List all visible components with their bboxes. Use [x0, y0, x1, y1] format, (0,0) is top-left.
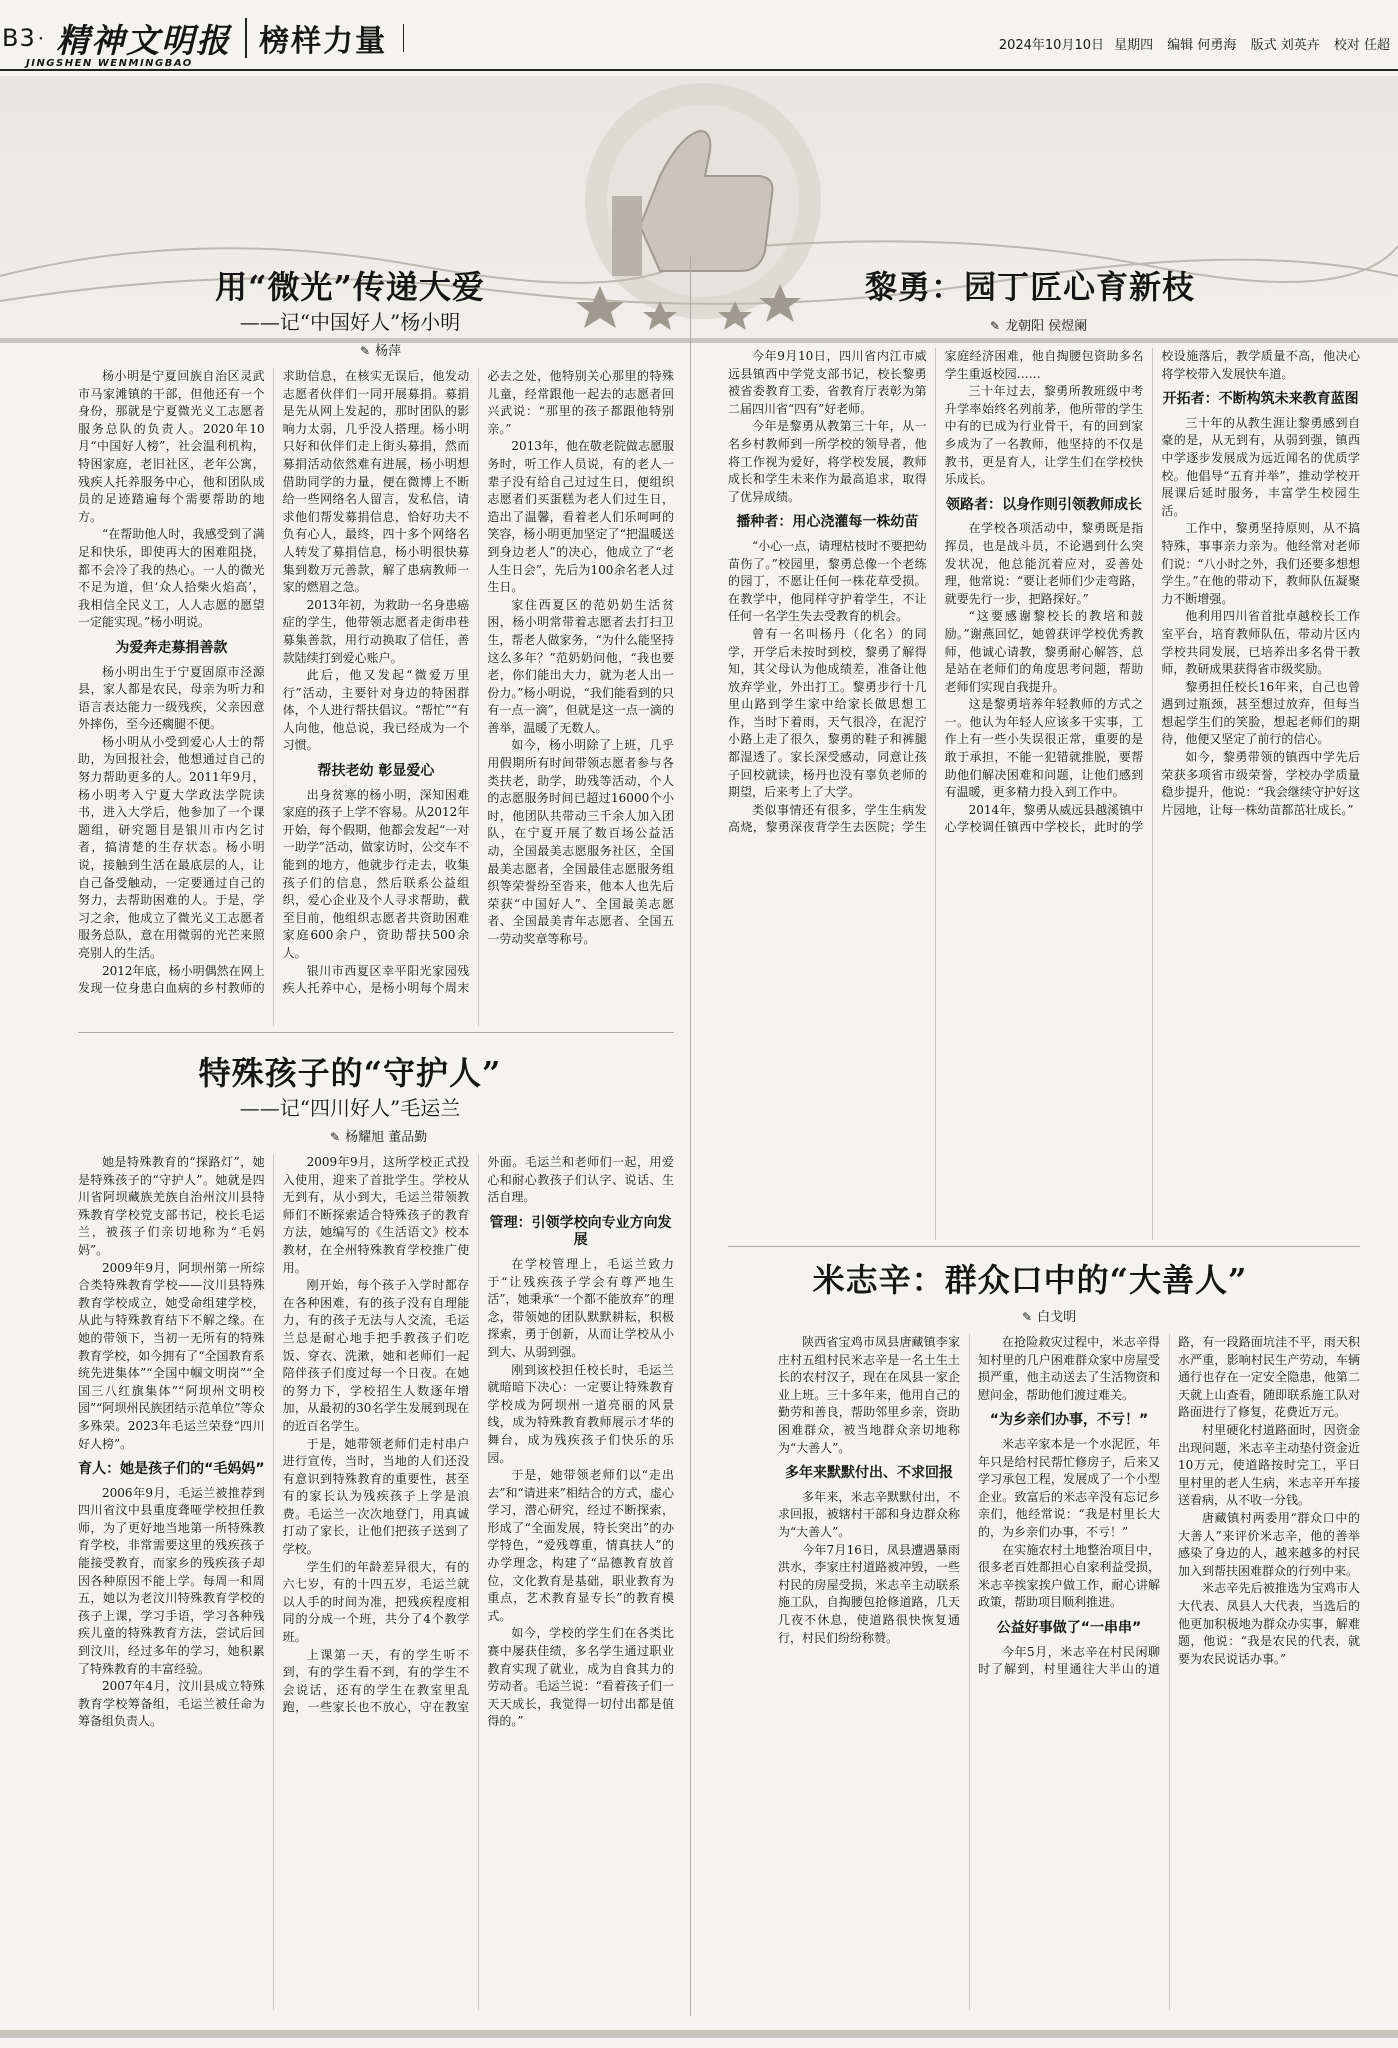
body-paragraph: 三十年的从教生涯让黎勇感到自豪的是，从无到有，从弱到强，镇西中学逐步发展成为远近闻名的优质学校。他倡导“五育并举”，推动学校开展课后延时服务，丰富学生校园生活。 — [1161, 415, 1360, 518]
article-4-title: 米志辛：群众口中的“大善人” — [812, 1261, 1248, 1299]
body-paragraph: “小心一点，请理枯枝时不要把幼苗伤了。”校园里，黎勇总像一个老练的园丁，不愿让任何一株花草受损。在教学中，他同样守护着学生，不让任何一名学生失去受教育的机会。 — [728, 538, 927, 624]
body-paragraph: 三十年过去，黎勇所教班级中考升学率始终名列前茅，他所带的学生中有的已成为行业骨干，有的回到家乡成为了一名教师，他坚持的不仅是教书，更是育人，让学生们在学校快乐成长。 — [944, 384, 1144, 487]
body-paragraph: 今年9月10日，四川省内江市威远县镇西中学党支部书记，校长黎勇被省委教育工委，省教育厅表彰为第二届四川省“四有”好老师。 — [728, 349, 927, 416]
body-paragraph: 此后，他又发起“微爱万里行”活动，主要针对身边的特困群体，个人进行帮扶倡议。“帮忙”“有人向他，他总说，我已经成为一个习惯。 — [282, 668, 470, 753]
banner-rule — [0, 338, 1398, 343]
body-paragraph: 家住西夏区的范奶奶生活贫困，杨小明常带着志愿者去打扫卫生，帮老人做家务，“为什么能坚持这么多年？”范奶奶问他，“我也要老，你们能出大力，就为老人出一份力。”杨小明说，“我们能看到的只有一点一滴”，但就是这一点一滴的善举，温暖了无数人。 — [487, 597, 674, 735]
body-paragraph: 米志辛先后被推选为宝鸡市人大代表、凤县人大代表，当选后的他更加积极地为群众办实事，解难题，他说：“我是农民的代表，就要为农民说话办事。” — [1178, 1581, 1360, 1666]
article-1-title: 用“微光”传递大爱 — [215, 268, 485, 306]
section-heading: 为爱奔走募捐善款 — [115, 639, 228, 656]
body-paragraph: 如今，黎勇带领的镇西中学先后荣获多项省市级荣誉，学校办学质量稳步提升，他说：“我会继续守护好这片园地，让每一株幼苗都茁壮成长。” — [1161, 750, 1360, 817]
body-paragraph: 出身贫寒的杨小明，深知困难家庭的孩子上学不容易。从2012年开始，每个假期，他都会发起“一对一助学”活动，做家访时，公交车不能到的地方，他就步行走去，收集孩子们的信息，然后联系公益组织，爱心企业及个人寻求帮助，截至目前，他组织志愿者共资助困难家庭600余户，资助帮扶500余人。 — [282, 787, 470, 960]
article-3-byline — [990, 315, 1087, 334]
column-title: 榜样力量 — [259, 24, 388, 59]
article-4-byline — [1022, 1306, 1076, 1325]
proofreader: 校对 任超 — [1333, 38, 1390, 53]
body-paragraph: 于是，她带领老师们以“走出去”和“请进来”相结合的方式，虚心学习，潜心研究，经过不断探索，形成了“全面发展，特长突出”的办学特色，“爱残尊重，情真扶人”的办学理念，构建了“品德教育放首位，文化教育是基础，职业教育为重点，艺术教育显专长”的教育模式。 — [487, 1468, 674, 1623]
body-paragraph: 她是特殊教育的“探路灯”，她是特殊孩子的“守护人”。她就是四川省阿坝藏族羌族自治州汶川县特殊教育学校党支部书记，校长毛运兰，被孩子们亲切地称为“毛妈妈”。 — [78, 1155, 265, 1257]
masthead — [0, 18, 404, 58]
body-paragraph: 类似事情还有很多，学生生病发高烧，黎勇深夜背学生去医院；学生家庭经济困难，他自掏腰包资助多名学生重返校园…… — [728, 349, 1144, 835]
header-divider — [403, 24, 404, 52]
body-paragraph: 米志辛家本是一个水泥匠，年年只是给村民帮忙修房子，后来又学习承包工程，发展成了一个小型企业。致富后的米志辛没有忘记乡亲们，他经常说：“我是村里长大的，为乡亲们办事，不亏！” — [978, 1436, 1160, 1539]
body-paragraph: 学生们的年龄差异很大，有的六七岁，有的十四五岁，毛运兰就以人手的时间为准，把残疾程度相同的分成一个班，共分了4个教学班。 — [282, 1559, 470, 1645]
header-meta — [999, 34, 1390, 53]
body-paragraph: 2006年9月，毛运兰被推荐到四川省汶中县重度聋哑学校担任教师，为了更好地当地第一所特殊教育学校，非常需要这里的残疾孩子能接受教育，而家乡的残疾孩子却因各种原因不能上学。每周一和周五，她以为老汶川特殊教育学校的孩子上课，学习手语，学习各种残疾儿童的特殊教育方法，尝试后回到汶川，经过多年的学习，她积累了特殊教育的丰富经验。 — [78, 1485, 265, 1676]
body-paragraph: 在学校各项活动中，黎勇既是指挥员，也是战斗员，不论遇到什么突发状况，他总能沉着应对，妥善处理，他常说：“要让老师们少走弯路，就要先行一步，把路探好。” — [944, 521, 1144, 606]
body-paragraph: 刚到该校担任校长时，毛运兰就暗暗下决心：一定要让特殊教育学校成为阿坝州一道亮丽的风景线，成为特殊教育教师展示才华的舞台，成为残疾孩子们快乐的乐园。 — [487, 1362, 674, 1465]
article-2-subtitle: ——记“四川好人”毛运兰 — [239, 1096, 461, 1120]
body-paragraph: 今年7月16日，凤县遭遇暴雨洪水，李家庄村道路被冲毁，一些村民的房屋受损，米志辛主动联系施工队，自掏腰包抢修道路，几天几夜不休息，使道路很快恢复通行，村民们纷纷称赞。 — [778, 1542, 960, 1645]
body-paragraph: 2012年底，杨小明偶然在网上发现一位身患白血病的乡村教师的求助信息，在核实无误后，他发动志愿者伙伴们一同开展募捐。募捐是先从网上发起的，那时团队的影响力太弱，几乎没人搭理。杨小明只好和伙伴们走上街头募捐，然而募捐活动依然难有进展，杨小明想借助同学的力量，便在微博上不断给一些网络名人留言，发私信，请求他们帮发募捐信息，恰好功夫不负有心人，最终，四十多个网络名人转发了募捐信息，杨小明很快募集到数万元善款，解了患病教师一家的燃眉之急。 — [78, 369, 470, 996]
header-rule — [0, 69, 1398, 71]
body-paragraph: 上课第一天，有的学生听不到，有的学生看不到，有的学生不会说话，还有的学生在教室里乱跑，一些家长也不放心，守在教室外面。毛运兰和老师们一起，用爱心和耐心教孩子们认字、说话、生活自理。 — [282, 1155, 674, 1715]
article-2-title: 特殊孩子的“守护人” — [198, 1054, 502, 1092]
body-paragraph: 陕西省宝鸡市凤县唐藏镇李家庄村五组村民米志辛是一名土生土长的农村汉子，现在在凤县一家企业上班。三十多年来，他用自己的勤劳和善良，帮助邻里乡亲，资助困难群众，被当地群众亲切地称为“大善人”。 — [778, 1335, 960, 1455]
body-paragraph: 2014年，黎勇从威远县越溪镇中心学校调任镇西中学校长，此时的学校设施落后，教学质量不高，他决心将学校带入发展快车道。 — [944, 349, 1360, 835]
body-paragraph: 2009年9月，这所学校正式投入使用，迎来了首批学生。学校从无到有，从小到大，毛运兰带领教师们不断探索适合特殊孩子的教育方法，她编写的《生活语文》校本教材，在全州特殊教育学校推广使用。 — [282, 1155, 470, 1275]
logo-pinyin: JINGSHEN WENMINGBAO — [26, 58, 193, 69]
section-heading: 领路者：以身作则引领教师成长 — [945, 496, 1142, 513]
issue-date: 2024年10月10日 — [998, 38, 1104, 53]
section-heading: 帮扶老幼 彰显爱心 — [317, 763, 435, 780]
section-heading: 多年来默默付出、不求回报 — [785, 1465, 953, 1482]
body-paragraph: 2009年9月，阿坝州第一所综合类特殊教育学校——汶川县特殊教育学校成立，她受命组建学校，从此与特殊教育结下不解之缘。在她的带领下，当初一无所有的特殊教育学校，如今拥有了“全国教育系统先进集体”“全国中帼文明岗”“全国三八红旗集体”“阿坝州文明校园”“阿坝州民族团结示范单位”等众多殊荣。2023年毛运兰荣登“四川好人榜”。 — [78, 1260, 265, 1451]
article-3-title: 黎勇：园丁匠心育新枝 — [864, 268, 1195, 306]
section-heading: 管理：引领学校向专业方向发展 — [489, 1214, 672, 1249]
body-paragraph: 在学校管理上，毛运兰致力于“让残疾孩子学会有尊严地生活”，她秉承“一个都不能放弃”的理念，带领她的团队默默耕耘，积极探索，勇于创新，从而让学校从小到大、从弱到强。 — [487, 1256, 674, 1359]
body-paragraph: 工作中，黎勇坚持原则，从不搞特殊，事事亲力亲为。他经常对老师们说：“八小时之外，我们还要多想想学生。”在他的带动下，教师队伍凝聚力不断增强。 — [1161, 521, 1360, 606]
body-paragraph: 唐藏镇村两委用“群众口中的大善人”来评价米志辛，他的善举感染了身边的人，越来越多的村民加入到帮扶困难群众的行列中来。 — [1178, 1510, 1360, 1578]
body-paragraph: 杨小明出生于宁夏固原市泾源县，家人都是农民，母亲为听力和语言表达能力一级残疾，父亲因意外摔伤，至今还瘸腿不便。 — [78, 664, 265, 732]
byline-text: 龙朝阳 侯煜阑 — [1005, 319, 1088, 334]
footer-rule — [0, 2030, 1398, 2038]
byline-text: 杨萍 — [375, 344, 402, 359]
body-paragraph: 这是黎勇培养年轻教师的方式之一。他认为年轻人应该多干实事，工作上有一些小失误很正常，重要的是敢于承担，不能一犯错就推脱，要帮助他们解决困难和问题，让他们感到有温暖，更多精力投入到工作中。 — [944, 697, 1144, 800]
pen-icon: ✎ — [360, 344, 371, 358]
section-divider — [78, 1032, 674, 1033]
page-number: B3 — [2, 24, 36, 52]
dash-icon: · — [37, 26, 45, 50]
body-paragraph: 杨小明是宁夏回族自治区灵武市马家滩镇的干部，但他还有一个身份，那就是宁夏微光义工志愿者服务总队的负责人。2020年10月“中国好人榜”，社会温利机构，特困家庭，老旧社区，老年公寓，残疾人托养服务中心，他和团队成员的足迹踏遍每个需要帮助的地方。 — [78, 369, 265, 524]
section-heading: “为乡亲们办事，不亏！” — [989, 1412, 1149, 1429]
section-heading: 开拓者：不断构筑未来教育蓝图 — [1162, 391, 1359, 408]
body-paragraph: 多年来，米志辛默默付出，不求回报，被辖村干部和身边群众称为“大善人”。 — [778, 1489, 960, 1539]
section-divider — [728, 1246, 1360, 1247]
byline-text: 杨耀旭 董品勤 — [345, 1130, 428, 1145]
body-paragraph: 在抢险救灾过程中，米志辛得知村里的几户困难群众家中房屋受损严重，他主动送去了生活物资和慰问金，帮助他们渡过难关。 — [978, 1335, 1160, 1402]
article-3-body — [728, 348, 1360, 1240]
pen-icon: ✎ — [1022, 1310, 1033, 1324]
pen-icon: ✎ — [330, 1130, 341, 1144]
article-1-body — [78, 368, 674, 1026]
section-heading: 育人：她是孩子们的“毛妈妈” — [78, 1461, 265, 1478]
body-paragraph: 今年5月，米志辛在村民闲聊时了解到，村里通往大半山的道路，有一段路面坑洼不平，雨天积水严重，影响村民生产劳动，车辆通行也存在一定安全隐患，他第二天就上山查看，随即联系施工队对路面进行了修复，花费近万元。 — [978, 1335, 1360, 1677]
article-4-body — [778, 1334, 1360, 2010]
body-paragraph: 杨小明从小受到爱心人士的帮助，为回报社会，他想通过自己的努力帮助更多的人。2011年9月，杨小明考入宁夏大学政法学院读书，进入大学后，他参加了一个课题组，研究题目是银川市内乞讨者，搞清楚的生存状态。杨小明说，接触到生活在最底层的人，让自己备受触动，一定要通过自己的努力，去帮助困难的人。于是，学习之余，他成立了微光义工志愿者服务总队，意在用微弱的光芒来照亮别人的生活。 — [78, 734, 265, 960]
body-paragraph: 他利用四川省首批卓越校长工作室平台，培育教师队伍，带动片区内学校共同发展，已培养出多名骨干教师，教研成果获得省市级奖励。 — [1161, 609, 1360, 677]
body-paragraph: 如今，杨小明除了上班，几乎用假期所有时间带领志愿者参与各类扶老，助学，助残等活动，个人的志愿服务时间已超过16000个小时，他团队共带动三千余人加入团队，在宁夏开展了数百场公益活动，全国最美志愿服务社区，全国最美志愿者，全国最佳志愿服务组织等荣誉纷至沓来，他本人也先后荣获“中国好人”、全国最美志愿者、全国最美青年志愿者、全国五一劳动奖章等称号。 — [487, 738, 674, 946]
header-divider — [245, 18, 247, 58]
column-divider — [690, 256, 691, 2016]
body-paragraph: 今年是黎勇从教第三十年，从一名乡村教师到一所学校的领导者，他将工作视为爱好，将学校发展，教师成长和学生未来作为最高追求，取得了优异成绩。 — [728, 419, 927, 504]
body-paragraph: 如今，学校的学生们在各类比赛中屡获佳绩，多名学生通过职业教育实现了就业，成为自食其力的劳动者。毛运兰说：“看着孩子们一天天成长，我觉得一切付出都是值得的。” — [487, 1626, 674, 1729]
body-paragraph: “这要感谢黎校长的教培和鼓励。”谢燕回忆，她曾获评学校优秀教师，他诚心请教，黎勇耐心解答，总是站在老师们的角度思考问题，帮助老师们实现自我提升。 — [944, 609, 1144, 694]
body-paragraph: 曾有一名叫杨丹（化名）的同学，开学后未按时到校，黎勇了解得知，其父母认为他成绩差，准备让他放弃学业，外出打工。黎勇步行十几里山路到学生家中给家长做思想工作，当时下着雨，天气很冷，在泥泞小路上走了很久，黎勇的鞋子和裤腿都湿透了。家长深受感动，同意让孩子回校就读，杨丹也没有辜负老师的期望，后来考上了大学。 — [728, 626, 927, 800]
issue-weekday: 星期四 — [1114, 38, 1154, 53]
body-paragraph: 黎勇担任校长16年来，自己也曾遇到过瓶颈，甚至想过放弃，但每当想起学生们的笑脸，想起老师们的期待，他便又坚定了前行的信心。 — [1161, 679, 1360, 747]
editor: 编辑 何勇海 — [1167, 38, 1237, 53]
body-paragraph: 在实施农村土地整治项目中，很多老百姓都担心自家利益受损，米志辛挨家挨户做工作，耐心讲解政策，帮助项目顺利推进。 — [978, 1542, 1160, 1610]
layout-editor: 版式 刘英卉 — [1250, 38, 1320, 53]
body-paragraph: 村里硬化村道路面时，因资金出现问题，米志辛主动垫付资金近10万元，使道路按时完工，平日里村里的老人生病，米志辛开车接送看病，从不收一分钱。 — [1178, 1422, 1360, 1508]
body-paragraph: 2013年初，为救助一名身患癌症的学生，他带领志愿者走街串巷募集善款，用行动换取了信任，善款陆续打到爱心账户。 — [282, 597, 470, 665]
body-paragraph: 银川市西夏区幸平阳光家园残疾人托养中心，是杨小明每个周末必去之处，他特别关心那里的特殊儿童，经常跟他一起去的志愿者回兴武说：“那里的孩子都跟他特别亲。” — [282, 369, 674, 996]
article-2-body — [78, 1154, 674, 2010]
newspaper-logo: 精神文明报 — [56, 20, 232, 60]
pen-icon: ✎ — [990, 319, 1001, 333]
body-paragraph: 于是，她带领老师们走村串户进行宣传，当时，当地的人们还没有意识到特殊教育的重要性，甚至有的家长认为残疾孩子上学是浪费。毛运兰一次次地登门，用真诚打动了家长，让他们把孩子送到了学校。 — [282, 1436, 470, 1557]
article-1-byline — [360, 340, 401, 359]
body-paragraph: 2007年4月，汶川县成立特殊教育学校筹备组，毛运兰被任命为筹备组负责人。 — [78, 1679, 265, 1729]
byline-text: 白戈明 — [1037, 1310, 1077, 1325]
body-paragraph: “在帮助他人时，我感受到了满足和快乐，即使再大的困难阻挠，都不会冷了我的热心。一人的微光不足为道，但‘众人拾柴火焰高’，我相信全民义工，人人志愿的愿望一定能实现。”杨小明说。 — [78, 527, 265, 630]
body-paragraph: 刚开始，每个孩子入学时都存在各种困难，有的孩子没有自理能力，有的孩子无法与人交流，毛运兰总是耐心地手把手教孩子们吃饭、穿衣、洗漱，她和老师们一起陪伴孩子们度过每一个日夜。在她的努力下，学校招生人数逐年增加，从最初的30名学生发展到现在的近百名学生。 — [282, 1278, 470, 1433]
body-paragraph: 2013年，他在敬老院做志愿服务时，听工作人员说，有的老人一辈子没有给自己过过生日，便组织志愿者们买蛋糕为老人们过生日，造出了温馨，看着老人们乐呵呵的笑容，杨小明更加坚定了“把温暖送到身边老人”的决心，他成立了“老人生日会”，先后为100余名老人过生日。 — [487, 439, 674, 595]
article-2-byline — [330, 1126, 427, 1145]
section-heading: 公益好事做了“一串串” — [996, 1619, 1142, 1636]
section-heading: 播种者：用心浇灌每一株幼苗 — [736, 514, 919, 531]
article-1-subtitle: ——记“中国好人”杨小明 — [239, 310, 461, 334]
